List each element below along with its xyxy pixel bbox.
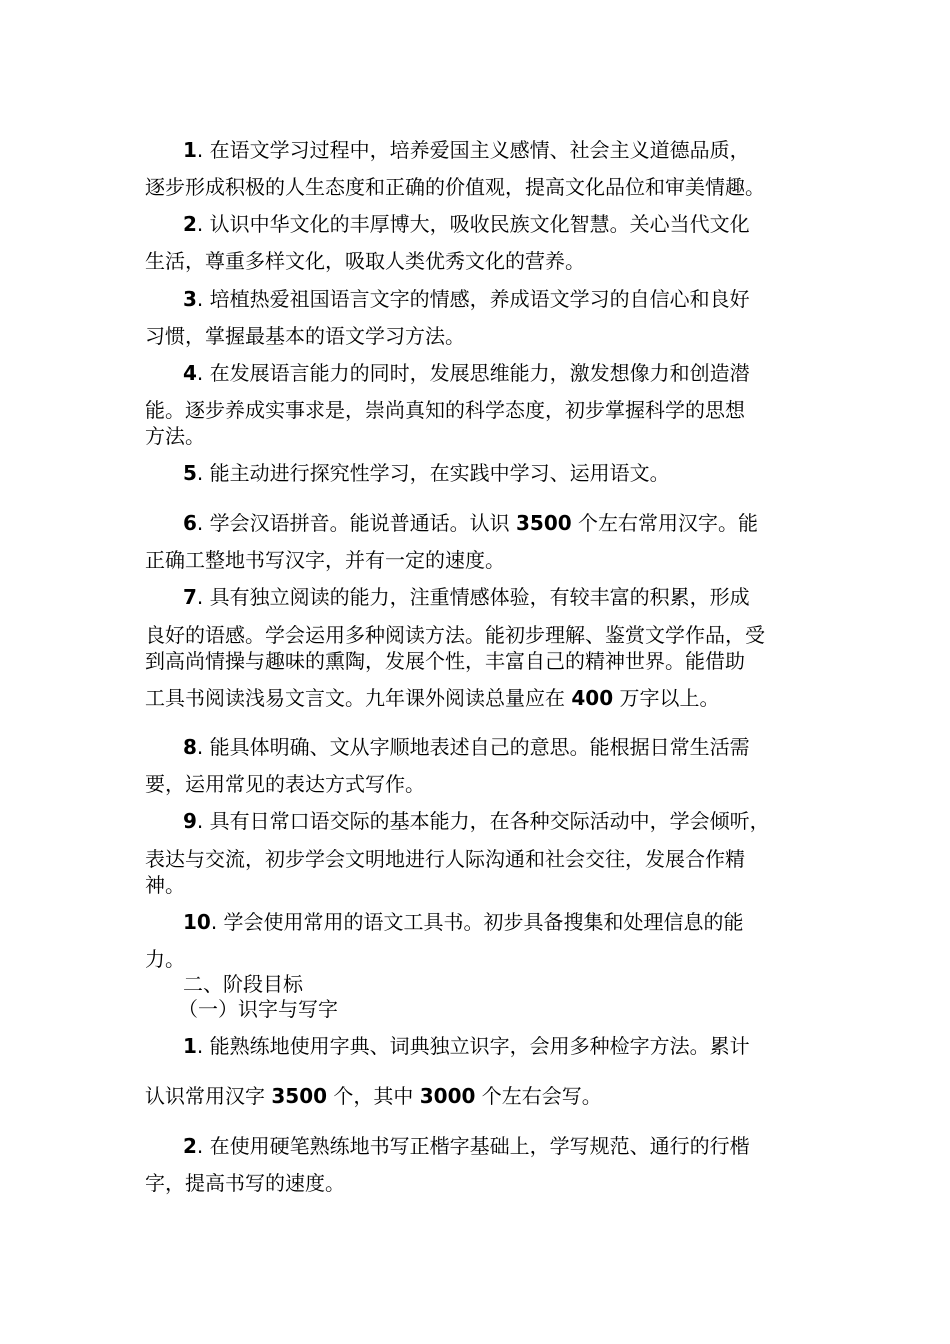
stage-goal-2-line-1: 2. 在使用硬笔熟练地书写正楷字基础上，学写规范、通行的行楷: [183, 1134, 750, 1158]
goal-10-line-1: 10. 学会使用常用的语文工具书。初步具备搜集和处理信息的能: [183, 910, 744, 934]
goal-8-line-2: 要，运用常见的表达方式写作。: [145, 772, 425, 796]
goal-8-number: 8: [183, 735, 197, 759]
stage-goal-1-line-1: 1. 能熟练地使用字典、词典独立识字，会用多种检字方法。累计: [183, 1034, 750, 1058]
goal-1-line-1: 1. 在语文学习过程中，培养爱国主义感情、社会主义道德品质，: [183, 138, 750, 162]
stage-goal-1-write-count: 3000: [419, 1084, 476, 1108]
goal-9-line-1: 9. 具有日常口语交际的基本能力，在各种交际活动中，学会倾听，: [183, 809, 770, 833]
goal-6-line-1: 6. 学会汉语拼音。能说普通话。认识 3500 个左右常用汉字。能: [183, 511, 759, 535]
goal-7-reading-count: 400: [571, 686, 614, 710]
goal-1-line-2: 逐步形成积极的人生态度和正确的价值观，提高文化品位和审美情趣。: [145, 175, 765, 199]
goal-2-number: 2: [183, 212, 197, 236]
goal-4-number: 4: [183, 361, 197, 385]
goal-9-number: 9: [183, 809, 197, 833]
goal-9-line-3: 神。: [145, 873, 185, 897]
goal-3-line-2: 习惯，掌握最基本的语文学习方法。: [145, 324, 465, 348]
stage-goal-1-number: 1: [183, 1034, 197, 1058]
goal-10-number: 10: [183, 910, 211, 934]
goal-4-line-1: 4. 在发展语言能力的同时，发展思维能力，激发想像力和创造潜: [183, 361, 750, 385]
goal-7-line-3: 到高尚情操与趣味的熏陶，发展个性，丰富自己的精神世界。能借助: [145, 649, 745, 673]
goal-1-number: 1: [183, 138, 197, 162]
goal-7-line-4: 工具书阅读浅易文言文。九年课外阅读总量应在 400 万字以上。: [145, 686, 720, 710]
goal-8-line-1: 8. 能具体明确、文从字顺地表述自己的意思。能根据日常生活需: [183, 735, 750, 759]
goal-7-line-2: 良好的语感。学会运用多种阅读方法。能初步理解、鉴赏文学作品，受: [145, 623, 765, 647]
goal-3-number: 3: [183, 287, 197, 311]
stage-goal-2-line-2: 字，提高书写的速度。: [145, 1171, 345, 1195]
stage-goal-2-number: 2: [183, 1134, 197, 1158]
stage-goal-1-recognize-count: 3500: [271, 1084, 328, 1108]
goal-5-number: 5: [183, 461, 197, 485]
goal-6-char-count: 3500: [516, 511, 572, 535]
goal-7-number: 7: [183, 585, 197, 609]
goal-2-line-2: 生活，尊重多样文化，吸取人类优秀文化的营养。: [145, 249, 585, 273]
goal-6-number: 6: [183, 511, 197, 535]
goal-10-line-2: 力。: [145, 947, 185, 971]
goal-4-line-3: 方法。: [145, 424, 205, 448]
stage-goal-1-line-2: 认识常用汉字 3500 个，其中 3000 个左右会写。: [145, 1084, 602, 1108]
goal-5-line-1: 5. 能主动进行探究性学习，在实践中学习、运用语文。: [183, 461, 670, 485]
goal-7-line-1: 7. 具有独立阅读的能力，注重情感体验，有较丰富的积累，形成: [183, 585, 750, 609]
goal-3-line-1: 3. 培植热爱祖国语言文字的情感，养成语文学习的自信心和良好: [183, 287, 750, 311]
goal-9-line-2: 表达与交流，初步学会文明地进行人际沟通和社会交往，发展合作精: [145, 847, 745, 871]
subsection-heading: （一）识字与写字: [178, 997, 338, 1021]
goal-4-line-2: 能。逐步养成实事求是，崇尚真知的科学态度，初步掌握科学的思想: [145, 398, 745, 422]
goal-6-line-2: 正确工整地书写汉字，并有一定的速度。: [145, 548, 505, 572]
goal-2-line-1: 2. 认识中华文化的丰厚博大，吸收民族文化智慧。关心当代文化: [183, 212, 750, 236]
section-heading: 二、阶段目标: [183, 972, 303, 996]
